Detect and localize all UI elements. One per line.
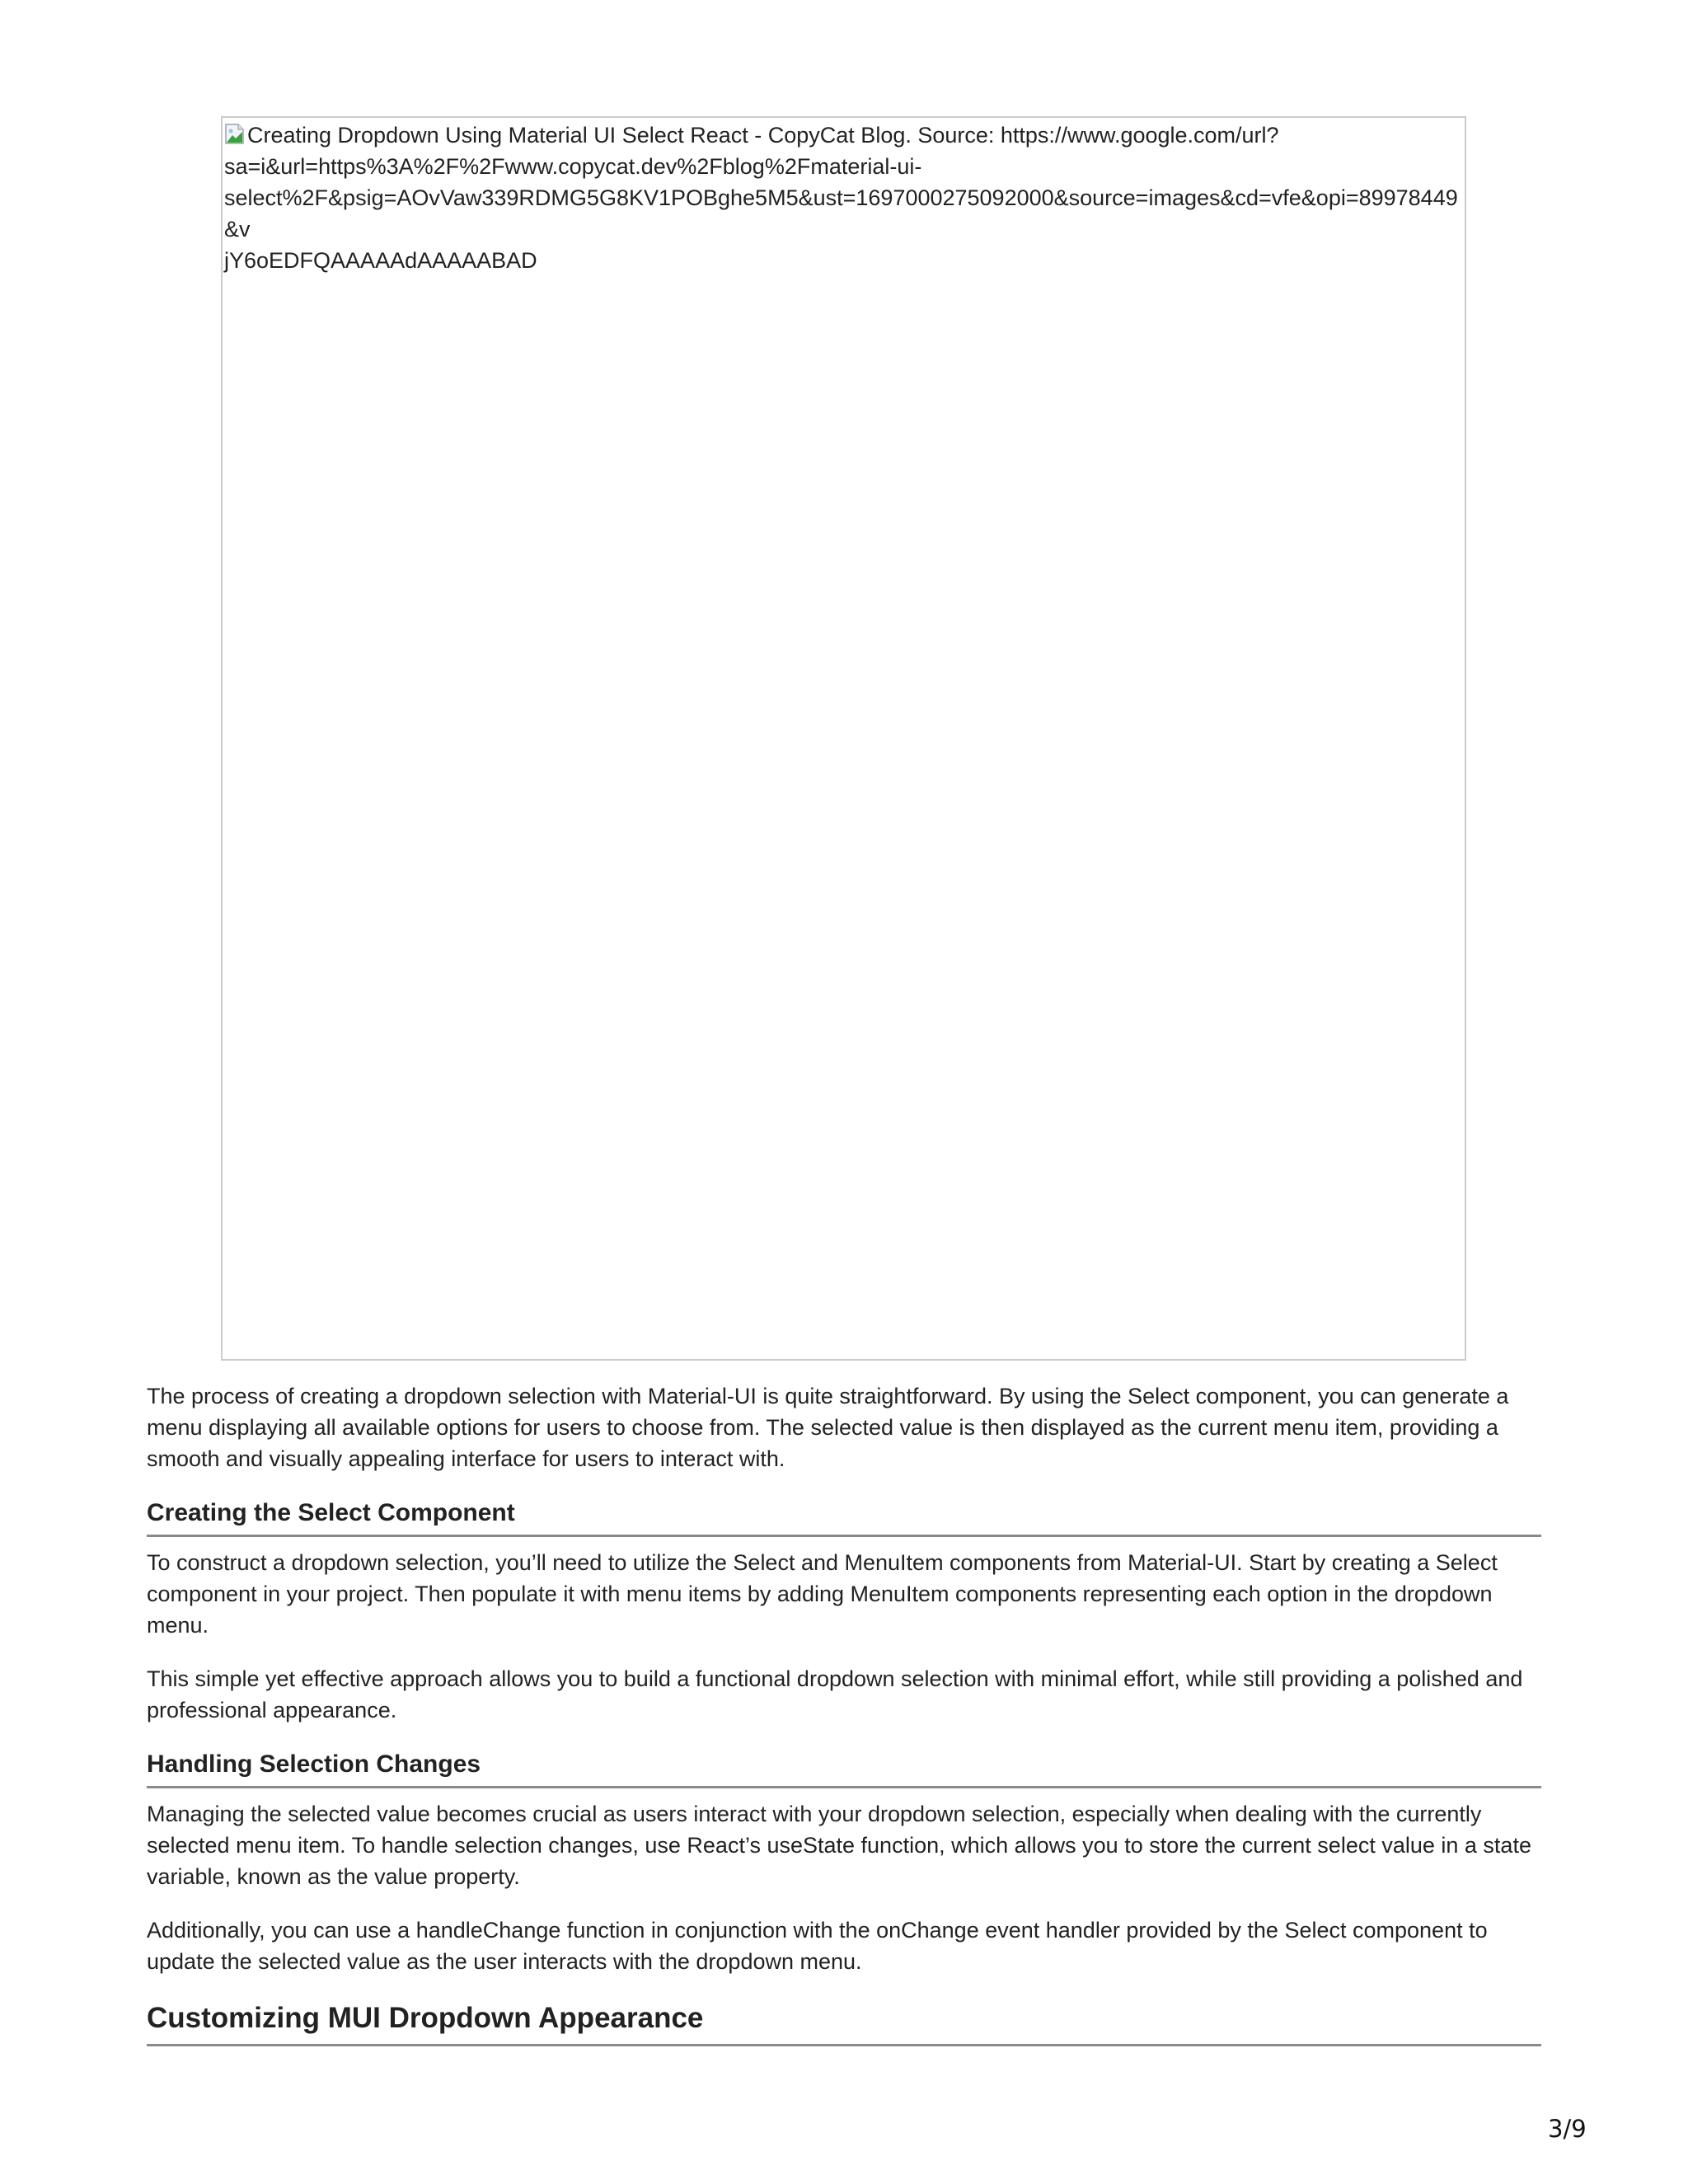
alt-line-2: sa=i&url=https%3A%2F%2Fwww.copycat.dev%2Fblog%2Fmaterial-ui- bbox=[224, 154, 922, 179]
broken-image-placeholder bbox=[221, 116, 1466, 1361]
section-customizing bbox=[147, 1999, 1541, 2046]
image-alt-text bbox=[223, 118, 1465, 276]
page-number: 3/9 bbox=[1548, 2115, 1587, 2143]
broken-image-icon bbox=[224, 123, 246, 146]
section-heading: Handling Selection Changes bbox=[147, 1748, 1541, 1788]
section-heading: Creating the Select Component bbox=[147, 1497, 1541, 1537]
alt-line-3: select%2F&psig=AOvVaw339RDMG5G8KV1POBghe5M5&ust=1697000275092000&source=images&cd=vfe&opi=89978449&v bbox=[224, 185, 1458, 241]
section-creating-select bbox=[147, 1497, 1541, 1726]
paragraph: Managing the selected value becomes crucial as users interact with your dropdown selection, especially when dealing with the currently selected menu item. To handle selection changes, use React’s useState function, which allows you to store the current select value in a state variable, known as the value property. bbox=[147, 1802, 1531, 1889]
section-handling-changes bbox=[147, 1748, 1541, 1977]
paragraph: This simple yet effective approach allows you to build a functional dropdown selection with minimal effort, while still providing a polished and professional appearance. bbox=[147, 1666, 1523, 1722]
article-body bbox=[147, 1380, 1541, 2046]
section-heading-large: Customizing MUI Dropdown Appearance bbox=[147, 1999, 1541, 2046]
alt-line-4: jY6oEDFQAAAAAdAAAAABAD bbox=[224, 248, 537, 273]
intro-paragraph: The process of creating a dropdown selection with Material-UI is quite straightforward. By using the Select component, you can generate a menu displaying all available options for users to choose from. The selected value is then displayed as the current menu item, providing a smooth and visually appealing interface for users to interact with. bbox=[147, 1384, 1509, 1471]
alt-line-1: Creating Dropdown Using Material UI Select React - CopyCat Blog. Source: https://www.google.com/url? bbox=[247, 123, 1279, 148]
paragraph: Additionally, you can use a handleChange function in conjunction with the onChange event handler provided by the Select component to update the selected value as the user interacts with the dropdown menu. bbox=[147, 1918, 1488, 1974]
paragraph: To construct a dropdown selection, you’ll need to utilize the Select and MenuItem components from Material-UI. Start by creating a Select component in your project. Then populate it with menu items by adding MenuItem components representing each option in the dropdown menu. bbox=[147, 1550, 1498, 1638]
